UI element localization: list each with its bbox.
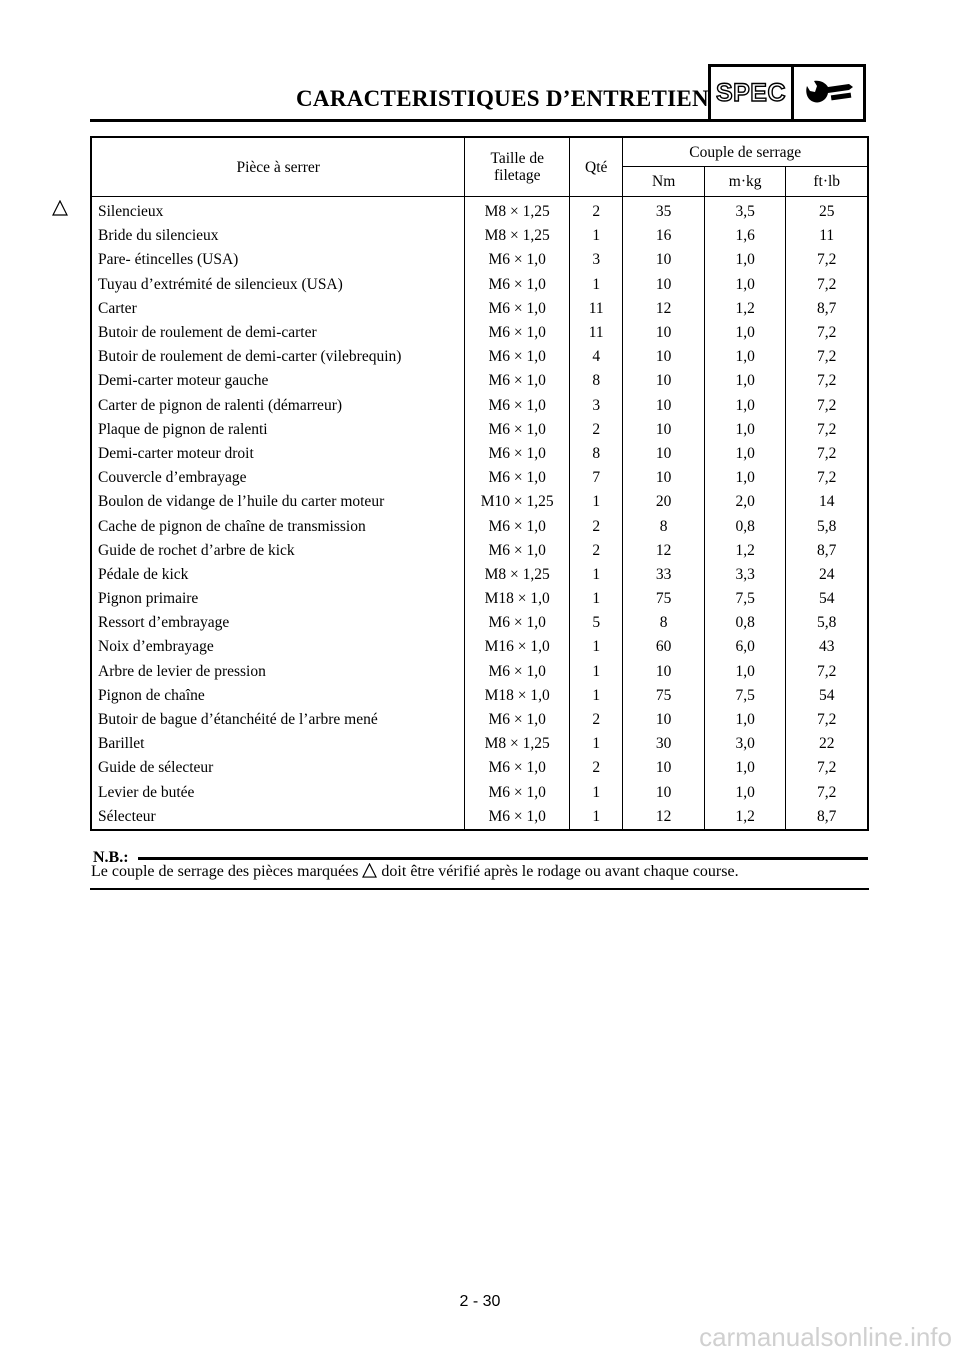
cell-mkg: 3,5 <box>704 197 786 225</box>
cell-ftlb: 54 <box>786 684 868 708</box>
cell-qty: 1 <box>570 660 623 684</box>
cell-nm: 10 <box>623 756 705 780</box>
cell-name: Pare- étincelles (USA) <box>91 248 465 272</box>
header-part: Pièce à serrer <box>91 137 465 197</box>
cell-name: Pignon de chaîne <box>91 684 465 708</box>
cell-qty: 1 <box>570 805 623 830</box>
cell-nm: 12 <box>623 539 705 563</box>
cell-ftlb: 24 <box>786 563 868 587</box>
cell-thread: M8 × 1,25 <box>465 224 570 248</box>
cell-mkg: 0,8 <box>704 514 786 538</box>
cell-thread: M6 × 1,0 <box>465 611 570 635</box>
cell-qty: 11 <box>570 321 623 345</box>
cell-nm: 10 <box>623 369 705 393</box>
table-row <box>91 197 868 225</box>
cell-name: Ressort d’embrayage <box>91 611 465 635</box>
cell-ftlb: 7,2 <box>786 369 868 393</box>
cell-qty: 5 <box>570 611 623 635</box>
cell-thread: M6 × 1,0 <box>465 394 570 418</box>
cell-name: Butoir de bague d’étanchéité de l’arbre mené <box>91 708 465 732</box>
table-row <box>91 539 868 563</box>
cell-nm: 10 <box>623 418 705 442</box>
cell-ftlb: 7,2 <box>786 248 868 272</box>
table-row <box>91 369 868 393</box>
cell-name: Guide de sélecteur <box>91 756 465 780</box>
cell-nm: 10 <box>623 781 705 805</box>
cell-mkg: 7,5 <box>704 587 786 611</box>
cell-ftlb: 7,2 <box>786 394 868 418</box>
table-row <box>91 756 868 780</box>
table-row <box>91 297 868 321</box>
cell-mkg: 1,6 <box>704 224 786 248</box>
cell-ftlb: 7,2 <box>786 660 868 684</box>
page-title: CARACTERISTIQUES D’ENTRETIEN <box>296 86 709 111</box>
cell-mkg: 1,0 <box>704 394 786 418</box>
cell-name: Butoir de roulement de demi-carter <box>91 321 465 345</box>
note-bottom-rule <box>90 888 869 890</box>
table-row <box>91 708 868 732</box>
table-row <box>91 611 868 635</box>
cell-qty: 2 <box>570 539 623 563</box>
cell-ftlb: 5,8 <box>786 514 868 538</box>
table-row <box>91 660 868 684</box>
cell-qty: 1 <box>570 490 623 514</box>
header-mkg: m·kg <box>704 167 786 197</box>
cell-name: Noix d’embrayage <box>91 635 465 659</box>
cell-mkg: 1,0 <box>704 369 786 393</box>
cell-thread: M6 × 1,0 <box>465 805 570 830</box>
cell-mkg: 0,8 <box>704 611 786 635</box>
table-row <box>91 781 868 805</box>
cell-thread: M6 × 1,0 <box>465 369 570 393</box>
cell-thread: M6 × 1,0 <box>465 781 570 805</box>
cell-thread: M6 × 1,0 <box>465 442 570 466</box>
cell-name: Bride du silencieux <box>91 224 465 248</box>
cell-thread: M8 × 1,25 <box>465 563 570 587</box>
cell-nm: 75 <box>623 587 705 611</box>
cell-ftlb: 8,7 <box>786 805 868 830</box>
cell-thread: M6 × 1,0 <box>465 708 570 732</box>
cell-qty: 1 <box>570 781 623 805</box>
cell-name: Carter de pignon de ralenti (démarreur) <box>91 394 465 418</box>
cell-ftlb: 7,2 <box>786 756 868 780</box>
cell-name: Demi-carter moteur droit <box>91 442 465 466</box>
cell-ftlb: 22 <box>786 732 868 756</box>
cell-name: Pédale de kick <box>91 563 465 587</box>
cell-nm: 75 <box>623 684 705 708</box>
cell-name: Boulon de vidange de l’huile du carter moteur <box>91 490 465 514</box>
cell-mkg: 7,5 <box>704 684 786 708</box>
cell-thread: M6 × 1,0 <box>465 466 570 490</box>
cell-thread: M10 × 1,25 <box>465 490 570 514</box>
cell-qty: 11 <box>570 297 623 321</box>
spec-badge <box>708 64 866 122</box>
cell-ftlb: 7,2 <box>786 345 868 369</box>
table-row <box>91 394 868 418</box>
cell-qty: 3 <box>570 248 623 272</box>
cell-ftlb: 7,2 <box>786 708 868 732</box>
cell-mkg: 2,0 <box>704 490 786 514</box>
header-rule <box>90 119 708 122</box>
table-row <box>91 635 868 659</box>
table-row <box>91 273 868 297</box>
cell-qty: 1 <box>570 635 623 659</box>
header-nm: Nm <box>623 167 705 197</box>
cell-qty: 1 <box>570 587 623 611</box>
cell-nm: 10 <box>623 345 705 369</box>
cell-qty: 2 <box>570 418 623 442</box>
header-torque: Couple de serrage <box>623 137 868 167</box>
cell-ftlb: 11 <box>786 224 868 248</box>
cell-qty: 1 <box>570 224 623 248</box>
cell-nm: 12 <box>623 297 705 321</box>
cell-qty: 1 <box>570 563 623 587</box>
table-row <box>91 587 868 611</box>
cell-thread: M6 × 1,0 <box>465 248 570 272</box>
cell-name: Sélecteur <box>91 805 465 830</box>
cell-nm: 20 <box>623 490 705 514</box>
cell-nm: 30 <box>623 732 705 756</box>
cell-thread: M16 × 1,0 <box>465 635 570 659</box>
cell-qty: 1 <box>570 273 623 297</box>
cell-thread: M6 × 1,0 <box>465 514 570 538</box>
cell-thread: M8 × 1,25 <box>465 732 570 756</box>
cell-name: Silencieux <box>91 197 465 225</box>
cell-nm: 10 <box>623 273 705 297</box>
cell-qty: 1 <box>570 684 623 708</box>
cell-thread: M18 × 1,0 <box>465 587 570 611</box>
note-text <box>91 863 739 883</box>
cell-mkg: 1,2 <box>704 297 786 321</box>
table-row <box>91 224 868 248</box>
wrench-icon <box>794 67 863 119</box>
cell-ftlb: 43 <box>786 635 868 659</box>
cell-ftlb: 8,7 <box>786 539 868 563</box>
note-text-before: Le couple de serrage des pièces marquées <box>91 863 359 880</box>
cell-qty: 2 <box>570 756 623 780</box>
torque-table <box>90 136 869 831</box>
cell-mkg: 1,0 <box>704 442 786 466</box>
cell-name: Guide de rochet d’arbre de kick <box>91 539 465 563</box>
cell-thread: M6 × 1,0 <box>465 321 570 345</box>
spec-label: SPEC <box>711 67 794 119</box>
cell-ftlb: 7,2 <box>786 781 868 805</box>
cell-qty: 2 <box>570 708 623 732</box>
cell-mkg: 1,0 <box>704 345 786 369</box>
table-row <box>91 490 868 514</box>
cell-ftlb: 54 <box>786 587 868 611</box>
cell-mkg: 1,2 <box>704 805 786 830</box>
cell-ftlb: 7,2 <box>786 418 868 442</box>
cell-nm: 60 <box>623 635 705 659</box>
cell-name: Levier de butée <box>91 781 465 805</box>
table-row <box>91 418 868 442</box>
cell-ftlb: 14 <box>786 490 868 514</box>
cell-name: Pignon primaire <box>91 587 465 611</box>
cell-qty: 1 <box>570 732 623 756</box>
table-row <box>91 805 868 830</box>
cell-mkg: 1,2 <box>704 539 786 563</box>
cell-thread: M6 × 1,0 <box>465 756 570 780</box>
cell-mkg: 3,3 <box>704 563 786 587</box>
cell-name: Barillet <box>91 732 465 756</box>
cell-thread: M6 × 1,0 <box>465 418 570 442</box>
table-row <box>91 345 868 369</box>
cell-name: Arbre de levier de pression <box>91 660 465 684</box>
cell-thread: M18 × 1,0 <box>465 684 570 708</box>
cell-nm: 10 <box>623 248 705 272</box>
cell-nm: 12 <box>623 805 705 830</box>
cell-nm: 10 <box>623 442 705 466</box>
table-row <box>91 684 868 708</box>
cell-qty: 2 <box>570 514 623 538</box>
cell-mkg: 1,0 <box>704 273 786 297</box>
cell-mkg: 1,0 <box>704 248 786 272</box>
cell-thread: M6 × 1,0 <box>465 539 570 563</box>
cell-ftlb: 7,2 <box>786 273 868 297</box>
table-row <box>91 442 868 466</box>
cell-name: Cache de pignon de chaîne de transmission <box>91 514 465 538</box>
cell-thread: M6 × 1,0 <box>465 273 570 297</box>
cell-ftlb: 8,7 <box>786 297 868 321</box>
cell-ftlb: 25 <box>786 197 868 225</box>
cell-name: Couvercle d’embrayage <box>91 466 465 490</box>
cell-name: Plaque de pignon de ralenti <box>91 418 465 442</box>
header-qty: Qté <box>570 137 623 197</box>
cell-qty: 7 <box>570 466 623 490</box>
cell-nm: 16 <box>623 224 705 248</box>
cell-mkg: 1,0 <box>704 708 786 732</box>
cell-name: Demi-carter moteur gauche <box>91 369 465 393</box>
triangle-mark-icon <box>52 200 68 221</box>
cell-nm: 8 <box>623 514 705 538</box>
cell-mkg: 6,0 <box>704 635 786 659</box>
cell-nm: 10 <box>623 394 705 418</box>
cell-nm: 10 <box>623 660 705 684</box>
cell-ftlb: 7,2 <box>786 466 868 490</box>
note-label: N.B.: <box>93 849 129 866</box>
cell-name: Tuyau d’extrémité de silencieux (USA) <box>91 273 465 297</box>
cell-mkg: 1,0 <box>704 660 786 684</box>
cell-thread: M6 × 1,0 <box>465 297 570 321</box>
cell-mkg: 3,0 <box>704 732 786 756</box>
cell-ftlb: 5,8 <box>786 611 868 635</box>
watermark: carmanualsonline.info <box>699 1322 952 1352</box>
table-row <box>91 248 868 272</box>
cell-qty: 3 <box>570 394 623 418</box>
cell-name: Carter <box>91 297 465 321</box>
cell-nm: 8 <box>623 611 705 635</box>
cell-mkg: 1,0 <box>704 756 786 780</box>
cell-thread: M8 × 1,25 <box>465 197 570 225</box>
cell-mkg: 1,0 <box>704 418 786 442</box>
cell-nm: 10 <box>623 321 705 345</box>
cell-mkg: 1,0 <box>704 781 786 805</box>
table-row <box>91 514 868 538</box>
cell-qty: 8 <box>570 369 623 393</box>
triangle-mark-icon <box>362 863 377 883</box>
page-number: 2 - 30 <box>459 1293 501 1310</box>
table-row <box>91 321 868 345</box>
table-row <box>91 466 868 490</box>
header-thread: Taille de filetage <box>465 137 570 197</box>
cell-thread: M6 × 1,0 <box>465 660 570 684</box>
table-row <box>91 563 868 587</box>
cell-mkg: 1,0 <box>704 321 786 345</box>
cell-nm: 33 <box>623 563 705 587</box>
header-ftlb: ft·lb <box>786 167 868 197</box>
note-rule <box>138 857 868 860</box>
cell-name: Butoir de roulement de demi-carter (vilebrequin) <box>91 345 465 369</box>
cell-qty: 4 <box>570 345 623 369</box>
cell-nm: 35 <box>623 197 705 225</box>
cell-ftlb: 7,2 <box>786 442 868 466</box>
note-text-after: doit être vérifié après le rodage ou avant chaque course. <box>381 863 739 880</box>
cell-nm: 10 <box>623 708 705 732</box>
cell-qty: 8 <box>570 442 623 466</box>
cell-qty: 2 <box>570 197 623 225</box>
cell-mkg: 1,0 <box>704 466 786 490</box>
table-row <box>91 732 868 756</box>
cell-nm: 10 <box>623 466 705 490</box>
cell-thread: M6 × 1,0 <box>465 345 570 369</box>
cell-ftlb: 7,2 <box>786 321 868 345</box>
